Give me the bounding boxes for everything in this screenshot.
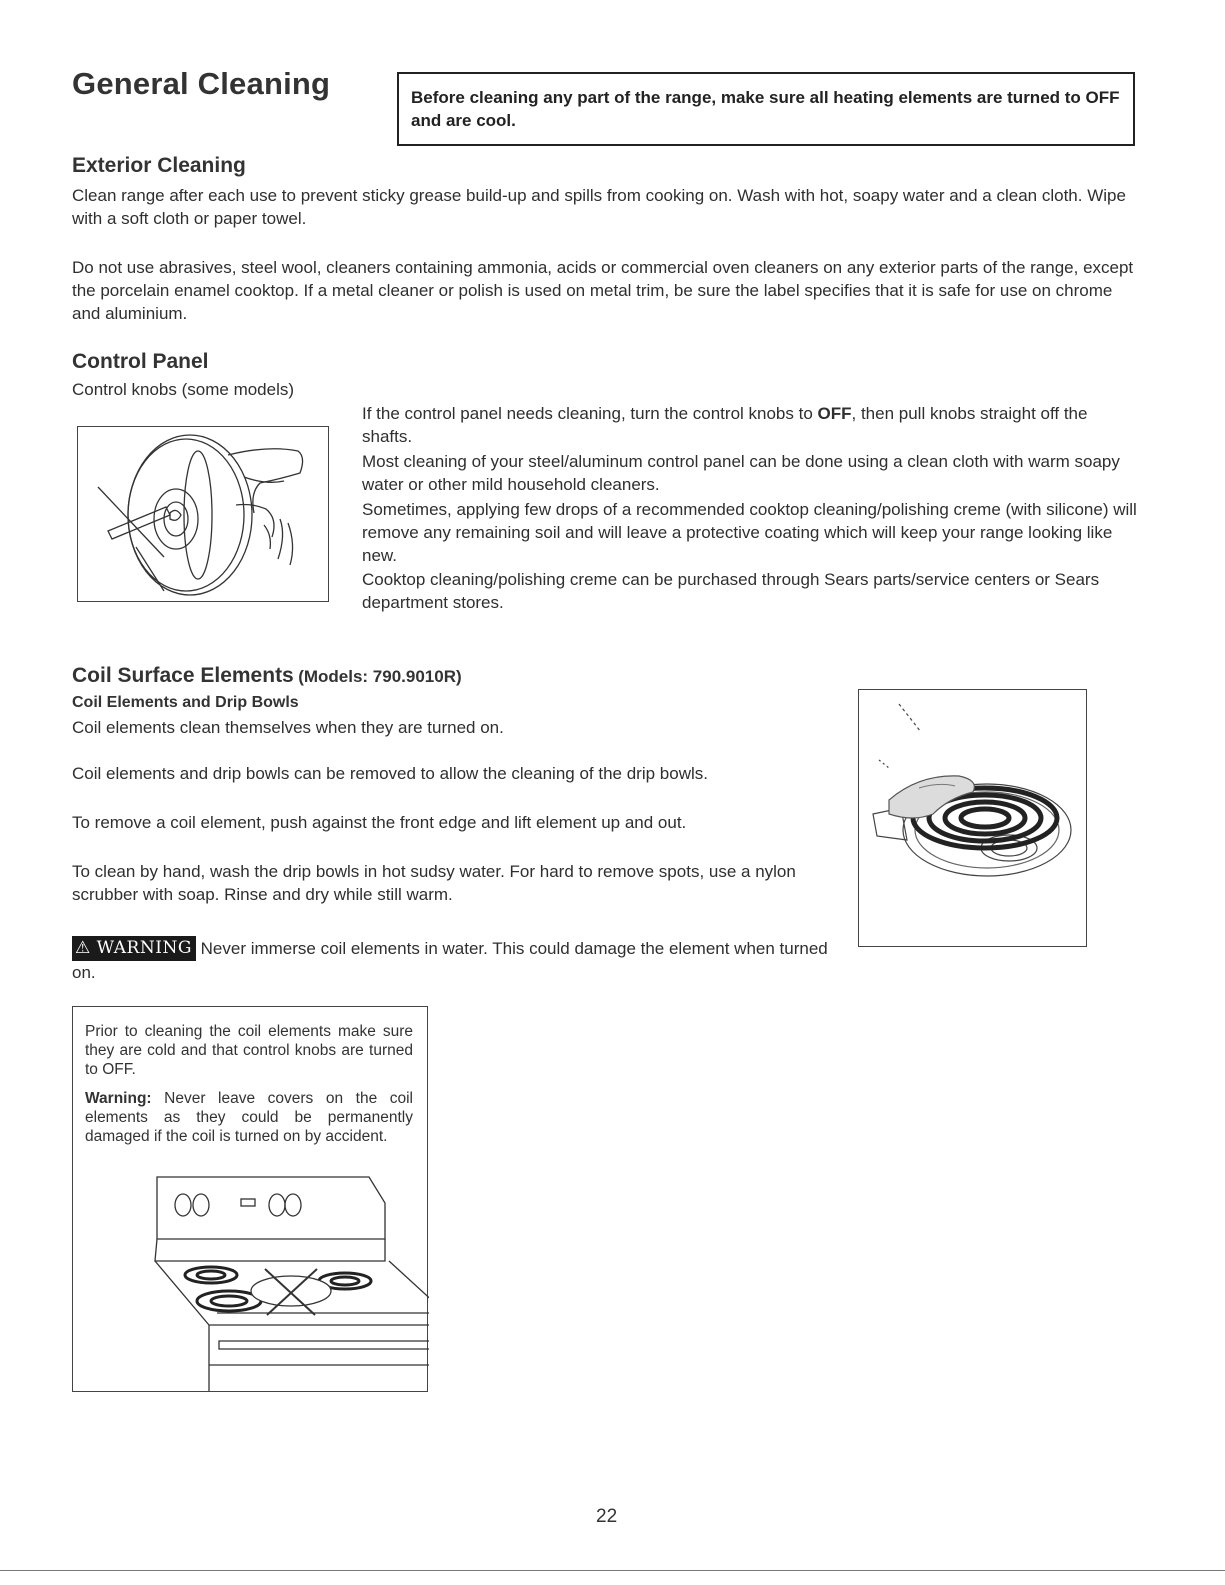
warning-badge-label: WARNING: [96, 938, 192, 958]
off-emphasis: OFF: [817, 404, 852, 423]
control-panel-paragraph-2: Most cleaning of your steel/aluminum control panel can be done using a clean cloth with warm soapy water or other mild household cleaners.: [362, 452, 1120, 494]
control-panel-paragraph-3: Sometimes, applying few drops of a recommended cooktop cleaning/polishing creme (with silicone) will remove any remaining soil and will leave a protective coating which will keep your range looking like new.: [362, 500, 1137, 565]
coil-subheading: Coil Elements and Drip Bowls: [72, 694, 299, 711]
control-panel-heading: Control Panel: [72, 350, 209, 373]
safety-notice-box: [397, 72, 1135, 146]
control-panel-paragraph-4: Cooktop cleaning/polishing creme can be purchased through Sears parts/service centers or Sears department stores.: [362, 570, 1100, 612]
bottom-divider: [0, 1570, 1225, 1571]
coil-warning: [72, 936, 842, 984]
coil-surface-heading: Coil Surface Elements: [72, 664, 294, 687]
coil-element-illustration: [858, 689, 1087, 947]
coil-paragraph-2: Coil elements and drip bowls can be removed to allow the cleaning of the drip bowls.: [72, 764, 708, 783]
coil-models-label: (Models: 790.9010R): [298, 667, 462, 686]
warning-badge: [72, 936, 196, 961]
coil-paragraph-4: To clean by hand, wash the drip bowls in hot sudsy water. For hard to remove spots, use a nylon scrubber with soap. Rinse and dry while still warm.: [72, 862, 796, 904]
control-knob-illustration: [77, 426, 329, 602]
warning-triangle-icon: ⚠: [75, 938, 91, 958]
exterior-cleaning-heading: Exterior Cleaning: [72, 154, 246, 177]
safety-notice-text: Before cleaning any part of the range, make sure all heating elements are turned to OFF and are cool.: [411, 88, 1120, 130]
exterior-paragraph-2: Do not use abrasives, steel wool, cleaners containing ammonia, acids or commercial oven cleaners on any exterior parts of the range, except the porcelain enamel cooktop. If a metal cleaner or polish is used on metal trim, be sure the label specifies that it is safe for use on chrome and aluminium.: [72, 258, 1134, 323]
coil-paragraph-3: To remove a coil element, push against the front edge and lift element up and out.: [72, 813, 687, 832]
control-knobs-caption: Control knobs (some models): [72, 380, 295, 399]
range-cooktop-icon: [139, 1165, 429, 1391]
page-number: 22: [596, 1506, 618, 1527]
coil-note-box: [72, 1006, 428, 1392]
note-warning-label: Warning:: [85, 1090, 152, 1107]
control-panel-paragraph-1: [362, 402, 1142, 448]
note-paragraph-1: Prior to cleaning the coil elements make sure they are cold and that control knobs are turned to OFF.: [85, 1023, 413, 1078]
p1-text-after: , then pull knobs straight off the shafts.: [362, 404, 1088, 446]
coil-heading-line: [72, 664, 462, 688]
coil-paragraph-1: Coil elements clean themselves when they are turned on.: [72, 718, 504, 737]
knob-removal-icon: [78, 427, 328, 601]
note-paragraph-2: [85, 1089, 413, 1146]
note-text: [85, 1022, 413, 1146]
coil-element-icon: [859, 690, 1086, 946]
p1-text-before: If the control panel needs cleaning, turn the control knobs to: [362, 404, 818, 423]
warning-text: Never immerse coil elements in water. This could damage the element when turned on.: [72, 939, 828, 982]
note-warning-text: Never leave covers on the coil elements as they could be permanently damaged if the coil is turned on by accident.: [85, 1090, 413, 1145]
page-title: General Cleaning: [72, 66, 331, 101]
exterior-paragraph-1: Clean range after each use to prevent sticky grease build-up and spills from cooking on. Wash with hot, soapy water and a clean cloth. Wipe with a soft cloth or paper towel.: [72, 186, 1126, 228]
